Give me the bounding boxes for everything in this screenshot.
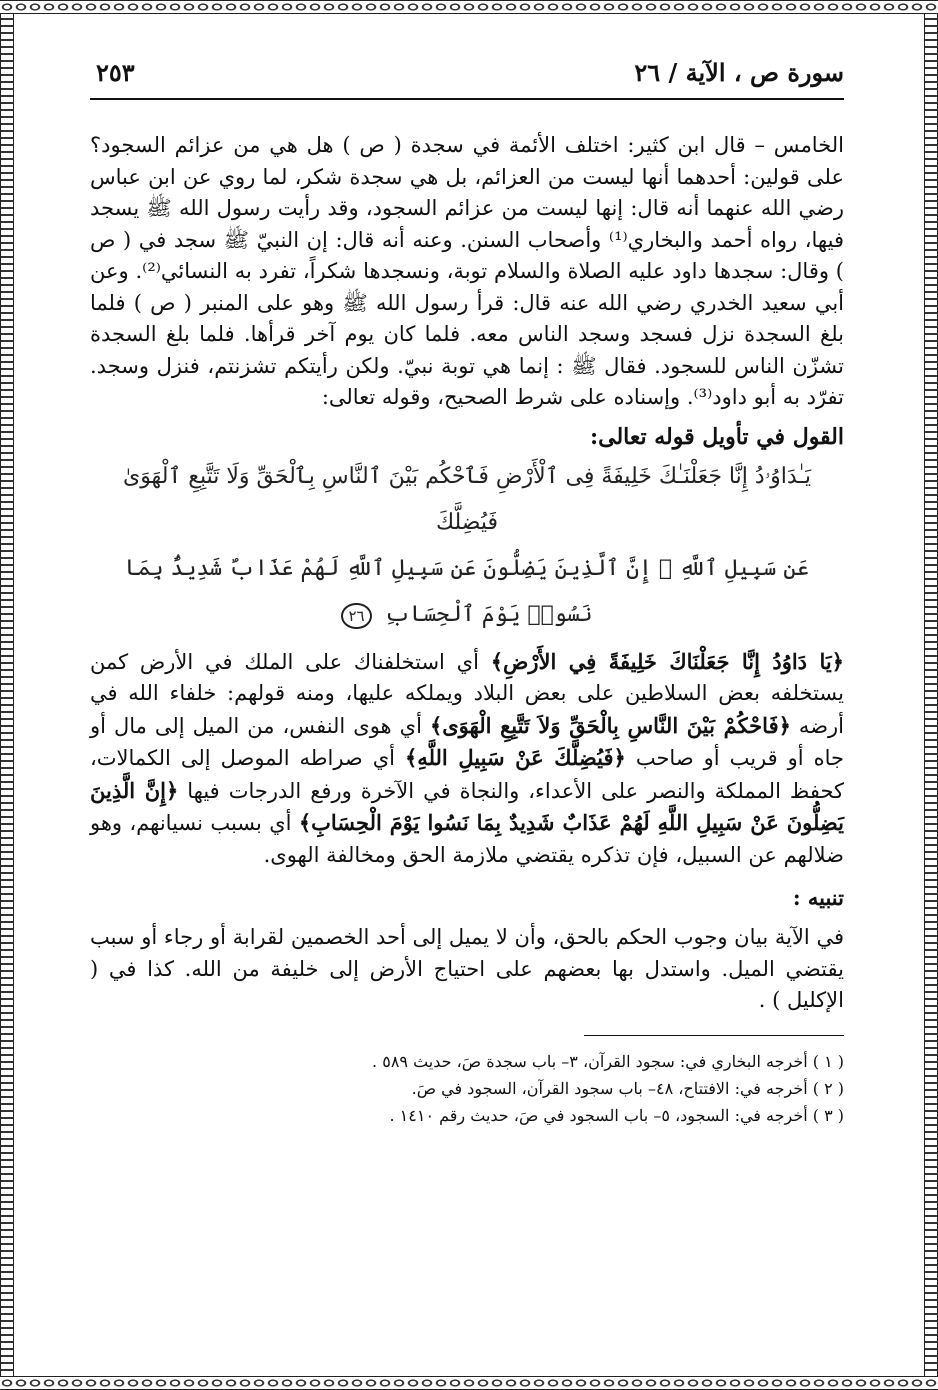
paragraph-fifth: الخامس – قال ابن كثير: اختلف الأئمة في سجدة ( ص ) هل هي من عزائم السجود؟ على قولين: أحدهما أنها ليست من العزائم، بل هي سجدة شكر، لما روي عن ابن عباس رضي الله عنهما أنه قال: إنها ليست من عزائم السجود، وقد رأيت رسول الله ﷺ يسجد فيها، رواه أحمد والبخاري⁽¹⁾ وأصحاب السنن. وعنه أنه قال: إن النبيّ ﷺ سجد في ( ص ) وقال: سجدها داود عليه الصلاة والسلام توبة، ونسجدها شكراً، تفرد به النسائي⁽²⁾. وعن أبي سعيد الخدري رضي الله عنه قال: قرأ رسول الله ﷺ وهو على المنبر ( ص ) فلما بلغ السجدة نزل فسجد وسجد الناس معه. فلما كان يوم آخر قرأها. فلما بلغ السجدة تشزّن الناس للسجود. فقال ﷺ : إنما هي توبة نبيّ. ولكن رأيتكم تشزنتم، فنزل وسجد. تفرّد به أبو داود⁽³⁾. وإسناده على شرط الصحيح، وقوله تعالى: [90, 133, 845, 409]
tafsir-paragraph [90, 646, 844, 872]
tanbih-text: في الآية بيان وجوب الحكم بالحق، وأن لا يميل إلى أحد الخصمين لقرابة أو رجاء أو سبب يقتضي الميل. واستدل بها بعضهم على احتياج الأرض إلى خليفة من الله. كذا في ( الإكليل ) . [90, 925, 844, 1012]
quran-verse [90, 454, 844, 638]
chapter-title: سورة ص ، الآية / ٢٦ [634, 58, 844, 87]
running-header [90, 50, 844, 100]
tanbih-paragraph [90, 922, 844, 1017]
main-text [90, 130, 844, 414]
page [90, 50, 844, 1340]
page-border-left [0, 14, 14, 1376]
page-border-right [924, 14, 938, 1376]
quoted-verse-segment: ﴿فَيُضِلَّكَ عَنْ سَبِيلِ اللَّهِ﴾ [405, 745, 626, 770]
footnote-1: ( ١ ) أخرجه البخاري في: سجود القرآن، ٣– باب سجدة صَ، حديث ٥٨٩ . [372, 1051, 844, 1071]
section-heading: القول في تأويل قوله تعالى: [590, 423, 844, 450]
tanbih-heading: تنبيه : [792, 885, 844, 910]
page-border-bottom [0, 1376, 938, 1390]
quoted-verse-segment: ﴿يَا دَاوُدُ إِنَّا جَعَلْنَاكَ خَلِيفَةً فِي الأَرْضِ﴾ [490, 648, 844, 674]
verse-line-2 [90, 546, 844, 638]
verse-line-2-text: عَن سَبِيلِ ٱللَّهِ ۚ إِنَّ ٱلَّذِينَ يَضِلُّونَ عَن سَبِيلِ ٱللَّهِ لَهُمْ عَذَابٌ شَدِيدٌۢ بِمَا نَسُوا۟ يَوْمَ ٱلْحِسَابِ [124, 555, 810, 627]
ayah-number-marker: ٢٦ [341, 603, 371, 629]
page-border-top [0, 0, 938, 14]
quoted-verse-segment: ﴿إِنَّ الَّذِينَ يَضِلُّونَ عَنْ سَبِيلِ اللَّهِ لَهُمْ عَذَابٌ شَدِيدٌ بِمَا نَسُوا يَوْمَ الْحِسَابِ﴾ [90, 777, 844, 835]
verse-line-1: يَـٰدَاوُۥدُ إِنَّا جَعَلْنَـٰكَ خَلِيفَةً فِى ٱلْأَرْضِ فَٱحْكُم بَيْنَ ٱلنَّاسِ بِٱلْحَقِّ وَلَا تَتَّبِعِ ٱلْهَوَىٰ فَيُضِلَّكَ [122, 463, 812, 535]
footnote-2: ( ٢ ) أخرجه في: الافتتاح، ٤٨– باب سجود القرآن، السجود في صَ. [411, 1078, 844, 1098]
commentary-segment: أي صراطه الموصل إلى الكمالات، كحفظ المملكة والنصر على الأعداء، والنجاة في الآخرة ورفع الدرجات فيها [90, 746, 844, 803]
page-number: ٢٥٣ [96, 58, 135, 87]
commentary-segment: أي بسبب نسيانهم، وهو ضلالهم عن السبيل، فإن تذكره يقتضي ملازمة الحق ومخالفة الهوى. [90, 811, 844, 867]
quoted-verse-segment: ﴿فَاحْكُمْ بَيْنَ النَّاسِ بِالْحَقِّ وَلاَ تَتَّبِعِ الْهَوَى﴾ [429, 712, 791, 738]
commentary-segment: أي هوى النفس، من الميل إلى مال أو جاه أو قريب أو صاحب [90, 713, 845, 770]
tafsir-text [90, 646, 844, 872]
footnote-divider [584, 1035, 844, 1036]
commentary-segment: أي استخلفناك على الملك في الأرض كمن يستخلفه بعض السلاطين على بعض البلاد ويملكه عليها، ومنه قولهم: خلفاء الله في أرضه [90, 649, 844, 738]
footnote-3: ( ٣ ) أخرجه في: السجود، ٥– باب السجود في صَ، حديث رقم ١٤١٠ . [389, 1105, 844, 1125]
footnotes [90, 1048, 844, 1129]
